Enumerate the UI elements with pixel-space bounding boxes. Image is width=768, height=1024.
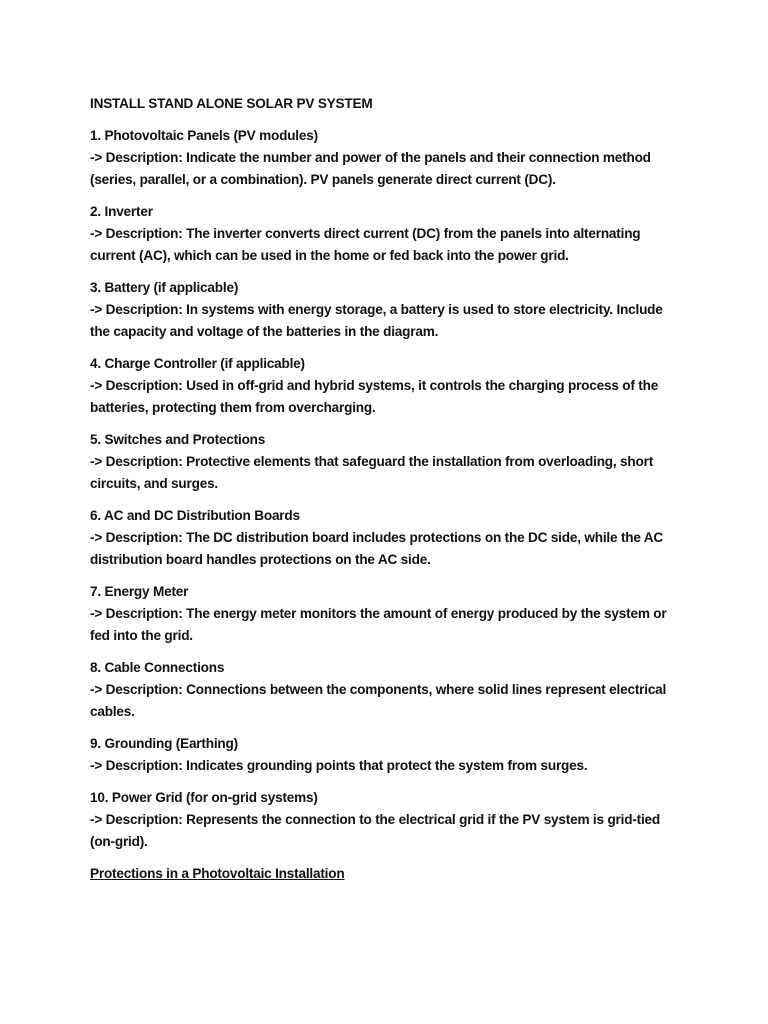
section-description: -> Description: The energy meter monitors the amount of energy produced by the system or fed into the grid. [90,606,667,643]
section-heading: 8. Cable Connections [90,660,225,675]
section-pv-panels [90,125,678,191]
section-heading: 9. Grounding (Earthing) [90,736,238,751]
section-heading: 6. AC and DC Distribution Boards [90,508,300,523]
section-energy-meter [90,581,678,647]
section-description: -> Description: Used in off-grid and hybrid systems, it controls the charging process of the batteries, protecting them from overcharging. [90,378,659,415]
section-description: -> Description: In systems with energy storage, a battery is used to store electricity. Include the capacity and voltage of the batteries in the diagram. [90,302,663,339]
section-cable-connections [90,657,678,723]
section-description: -> Description: The inverter converts direct current (DC) from the panels into alternating current (AC), which can be used in the home or fed back into the power grid. [90,226,641,263]
section-description: -> Description: Represents the connection to the electrical grid if the PV system is grid-tied (on-grid). [90,812,661,849]
section-charge-controller [90,353,678,419]
section-power-grid [90,787,678,853]
section-description: -> Description: Indicate the number and power of the panels and their connection method (series, parallel, or a combination). PV panels generate direct current (DC). [90,150,651,187]
section-heading: 10. Power Grid (for on-grid systems) [90,790,318,805]
section-distribution-boards [90,505,678,571]
protections-heading: Protections in a Photovoltaic Installation [90,866,345,881]
section-heading: 3. Battery (if applicable) [90,280,239,295]
section-heading: 7. Energy Meter [90,584,189,599]
section-heading: 2. Inverter [90,204,153,219]
section-description: -> Description: Protective elements that safeguard the installation from overloading, short circuits, and surges. [90,454,654,491]
section-grounding [90,733,678,777]
section-heading: 5. Switches and Protections [90,432,266,447]
document-title: INSTALL STAND ALONE SOLAR PV SYSTEM [90,96,373,111]
section-heading: 4. Charge Controller (if applicable) [90,356,305,371]
section-battery [90,277,678,343]
section-switches-protections [90,429,678,495]
section-description: -> Description: Indicates grounding points that protect the system from surges. [90,758,588,773]
section-inverter [90,201,678,267]
section-description: -> Description: The DC distribution board includes protections on the DC side, while the AC distribution board handles protections on the AC side. [90,530,664,567]
section-description: -> Description: Connections between the components, where solid lines represent electrical cables. [90,682,667,719]
section-heading: 1. Photovoltaic Panels (PV modules) [90,128,318,143]
